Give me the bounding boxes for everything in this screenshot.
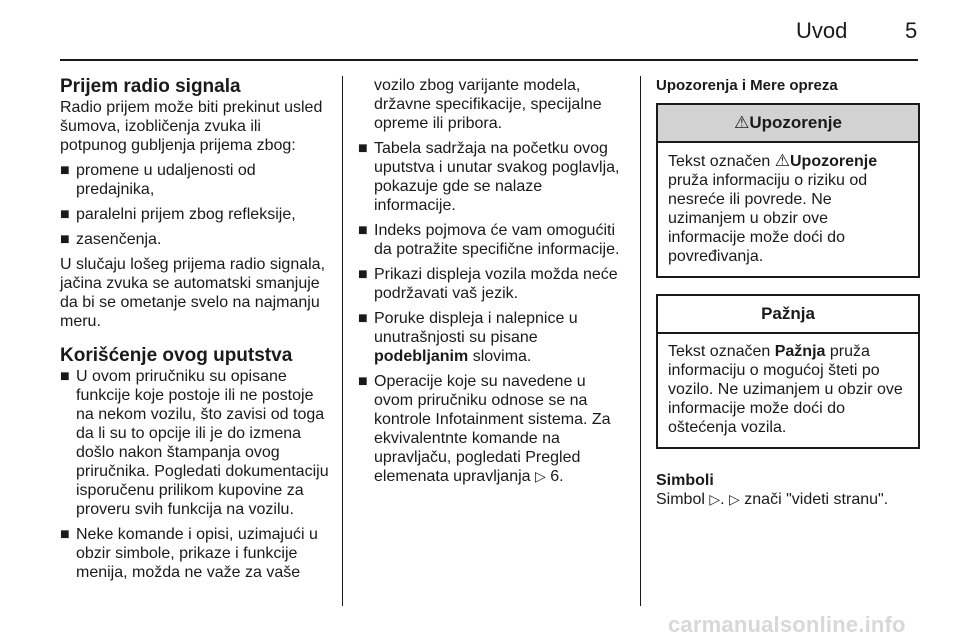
page-header — [0, 0, 960, 60]
section-title-manual-usage: Korišćenje ovog uputstva — [60, 345, 293, 366]
page-ref-arrow-icon: ▷ — [535, 468, 546, 484]
warning-box-body: Tekst označen ⚠Upozorenje pruža informaciju o riziku od nesreće ili povrede. Ne uzimanjem u obzir ove informacije može doći do povređivanja. — [668, 151, 878, 265]
list-item: ■ zasenčenja. — [60, 231, 162, 248]
header-title: Uvod — [796, 18, 848, 43]
symbols-text: Simbol ▷. ▷ znači "videti stranu". — [656, 491, 889, 508]
list-item: ■ Tabela sadržaja na početku ovog uputstva i unutar svakog poglavlja, pokazuje gde se nalaze informacije. — [358, 140, 620, 214]
caution-box-header: Pažnja — [658, 296, 918, 334]
list-item: ■ promene u udaljenosti od predajnika, — [60, 162, 256, 198]
warning-title: Upozorenje — [749, 113, 842, 132]
column-divider-2 — [640, 76, 641, 606]
radio-intro: Radio prijem može biti prekinut usled šumova, izobličenja zvuka ili potpunog gubljenja prijema zbog: — [60, 99, 323, 154]
bullet-icon: ■ — [60, 368, 70, 385]
warning-box-header — [658, 105, 918, 143]
bullet-icon: ■ — [60, 162, 70, 179]
bold-term: podebljanim — [374, 348, 469, 365]
bullet-icon: ■ — [358, 222, 368, 239]
list-item: ■ U ovom priručniku su opisane funkcije koje postoje ili ne postoje na nekom vozilu, što zavisi od toga da li su to opcije ili je do izmena došlo nakon štampanja ovog priručnika. Pogledati dokumentaciju isporučenu prilikom kupovine za proveru svih funkcija na vozilu. — [60, 368, 329, 518]
list-item: ■ Operacije koje su navedene u ovom priručniku odnose se na kontrole Infotainment sistema. Za ekvivalentnte komande na upravljaču, pogledati Pregled elemenata upravljanja ▷ 6. — [358, 373, 611, 485]
bullet-icon: ■ — [358, 373, 368, 390]
section-title-warnings: Upozorenja i Mere opreza — [656, 77, 838, 94]
continued-text: vozilo zbog varijante modela, državne specifikacije, specijalne opreme ili pribora. — [374, 77, 602, 132]
warning-triangle-icon: ⚠ — [774, 151, 790, 170]
manual-usage-list — [60, 367, 330, 582]
page-ref-arrow-icon: ▷ — [709, 491, 721, 507]
bullet-icon: ■ — [358, 140, 368, 157]
bullet-icon: ■ — [60, 206, 70, 223]
header-rule — [60, 59, 918, 61]
manual-usage-list-cont — [358, 139, 628, 486]
symbols-title: Simboli — [656, 472, 714, 489]
list-item: ■ Neke komande i opisi, uzimajući u obzir simbole, prikaze i funkcije menija, možda ne važe za vaše — [60, 526, 318, 581]
bullet-icon: ■ — [358, 266, 368, 283]
watermark: carmanualsonline.info — [668, 612, 906, 637]
column-2 — [358, 76, 628, 486]
radio-after-text: U slučaju lošeg prijema radio signala, jačina zvuka se automatski smanjuje da bi se ometanje svelo na najmanju meru. — [60, 256, 326, 330]
column-divider-1 — [342, 76, 343, 606]
list-item: ■ Prikazi displeja vozila možda neće podržavati vaš jezik. — [358, 266, 618, 302]
page-ref-arrow-icon: ▷ — [729, 491, 740, 507]
page-ref[interactable]: 6. — [550, 468, 564, 485]
page-number: 5 — [905, 18, 918, 43]
caution-box-body: Tekst označen Pažnja pruža informaciju o mogućoj šteti po vozilo. Ne uzimanjem u obzir ove informacije može doći do oštećenja vozila. — [668, 343, 903, 436]
section-title-radio-reception: Prijem radio signala — [60, 76, 241, 97]
caution-box — [656, 294, 920, 449]
symbols-section — [656, 471, 920, 509]
warning-box — [656, 103, 920, 278]
column-3 — [656, 76, 920, 509]
bullet-icon: ■ — [358, 310, 368, 327]
list-item: ■ Poruke displeja i nalepnice u unutrašnjosti su pisane podebljanim slovima. — [358, 310, 578, 365]
column-1 — [60, 76, 330, 582]
list-item: ■ paralelni prijem zbog refleksije, — [60, 206, 296, 223]
bullet-icon: ■ — [60, 526, 70, 543]
warning-triangle-icon: ⚠ — [734, 113, 750, 132]
list-item: ■ Indeks pojmova će vam omogućiti da potražite specifične informacije. — [358, 222, 620, 258]
radio-causes-list — [60, 161, 330, 249]
bullet-icon: ■ — [60, 231, 70, 248]
